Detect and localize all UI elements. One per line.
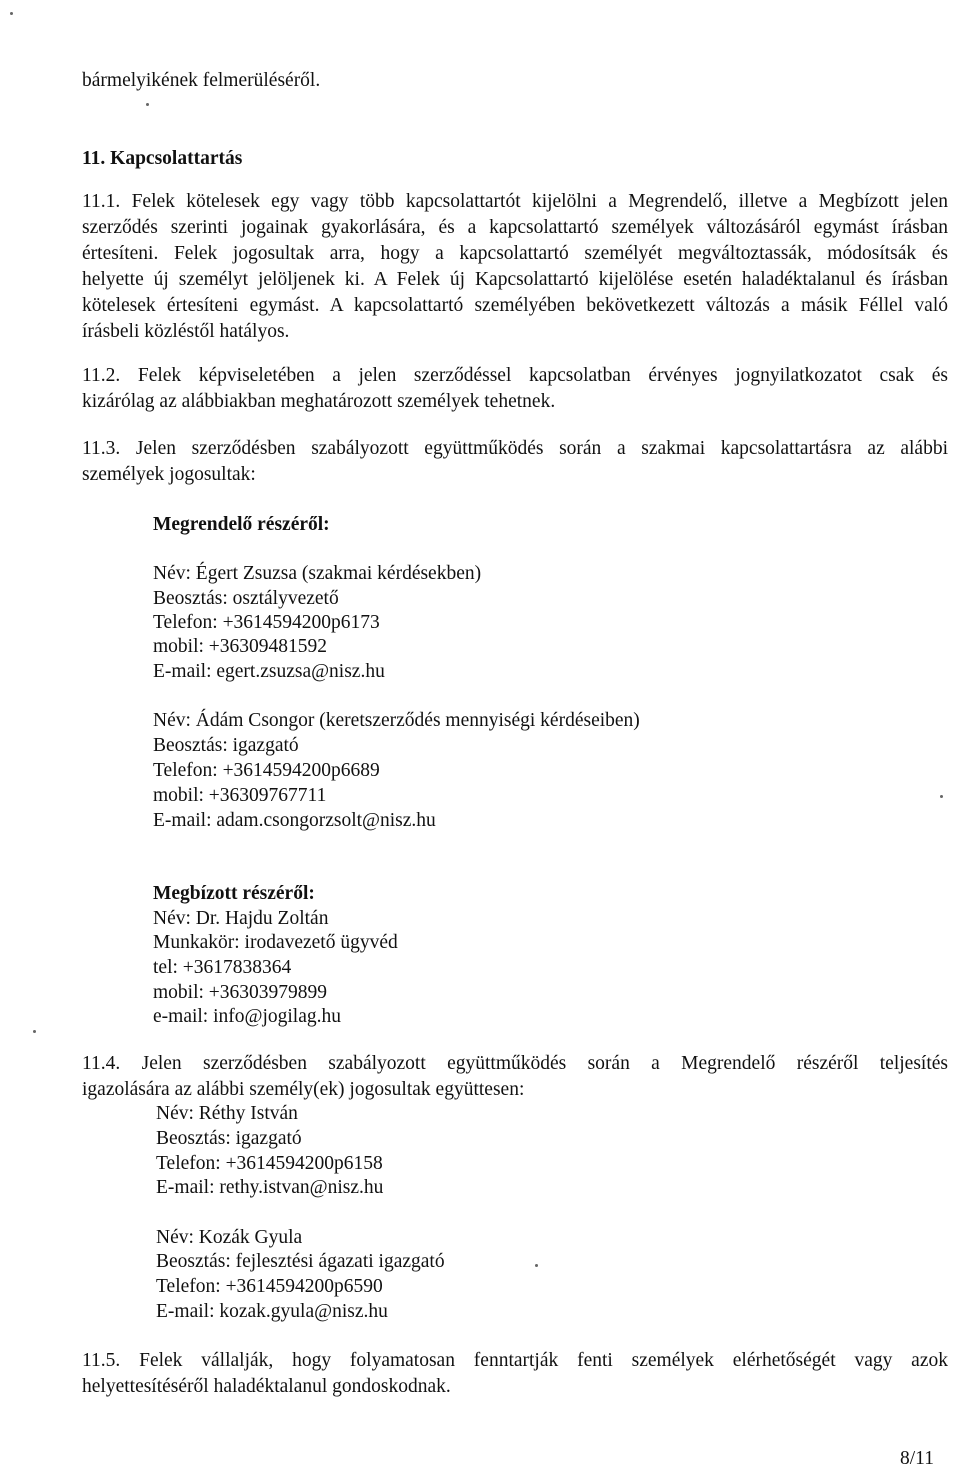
page-number: 8/11	[900, 1448, 934, 1469]
contact-position: Beosztás: igazgató	[153, 735, 299, 756]
scan-speck	[146, 103, 149, 106]
paragraph-line: szerződés szerinti jogainak gyakorlására, és a kapcsolattartó személyek változásáról egymást írásban	[82, 217, 948, 238]
contact-name: Név: Réthy István	[156, 1103, 298, 1124]
paragraph-line: helyettesítéséről haladéktalanul gondoskodnak.	[82, 1376, 451, 1397]
contact-mobile: mobil: +36303979899	[153, 982, 328, 1003]
paragraph-line: 11.4. Jelen szerződésben szabályozott együttműködés során a Megrendelő részéről teljesítés	[82, 1053, 948, 1074]
contact-phone: Telefon: +3614594200p6689	[153, 760, 380, 781]
paragraph-11-3	[82, 436, 948, 488]
paragraph-line: személyek jogosultak:	[82, 464, 256, 485]
top-line: bármelyikének felmerüléséről.	[82, 70, 321, 91]
contact-name: Név: Dr. Hajdu Zoltán	[153, 908, 329, 929]
paragraph-line: 11.5. Felek vállalják, hogy folyamatosan fenntartják fenti személyek elérhetőségét vagy azok	[82, 1350, 948, 1371]
contact-name: Név: Ádám Csongor (keretszerződés mennyiségi kérdéseiben)	[153, 710, 640, 731]
scan-speck	[940, 795, 943, 798]
paragraph-line: igazolására az alábbi személy(ek) jogosultak együttesen:	[82, 1079, 525, 1100]
paragraph-line: írásbeli közléstől hatályos.	[82, 321, 290, 342]
scan-speck	[535, 1264, 538, 1267]
contact-email: E-mail: rethy.istvan@nisz.hu	[156, 1177, 384, 1198]
paragraph-line: kötelesek értesíteni egymást. A kapcsolattartó személyében bekövetkezett változás a másik Féllel való	[82, 295, 948, 316]
contact-phone: Telefon: +3614594200p6590	[156, 1276, 383, 1297]
paragraph-line: 11.1. Felek kötelesek egy vagy több kapcsolattartót kijelölni a Megrendelő, illetve a Megbízott jelen	[82, 191, 948, 212]
contact-mobile: mobil: +36309767711	[153, 785, 327, 806]
paragraph-11-2	[82, 363, 948, 415]
contact-position: Beosztás: fejlesztési ágazati igazgató	[156, 1251, 445, 1272]
paragraph-line: 11.2. Felek képviseletében a jelen szerződéssel kapcsolatban érvényes jognyilatkozatot csak és	[82, 365, 948, 386]
contact-email: e-mail: info@jogilag.hu	[153, 1006, 342, 1027]
megbizott-heading: Megbízott részéről:	[153, 883, 315, 904]
paragraph-11-5	[82, 1348, 948, 1400]
megrendelo-heading: Megrendelő részéről:	[153, 514, 330, 535]
scan-speck	[33, 1030, 36, 1033]
paragraph-line: helyette új személyt jelöljenek ki. A Felek új Kapcsolattartó kijelölése esetén haladéktalanul és írásban	[82, 269, 948, 290]
contact-phone: Telefon: +3614594200p6173	[153, 612, 380, 633]
paragraph-11-4	[82, 1051, 948, 1103]
paragraph-line: kizárólag az alábbiakban meghatározott személyek tehetnek.	[82, 391, 556, 412]
paragraph-line: értesíteni. Felek jogosultak arra, hogy a kapcsolattartó személyét megváltoztassák, módosítsák és	[82, 243, 948, 264]
contact-email: E-mail: adam.csongorzsolt@nisz.hu	[153, 810, 436, 831]
contact-position: Beosztás: igazgató	[156, 1128, 302, 1149]
contact-position: Munkakör: irodavezető ügyvéd	[153, 932, 398, 953]
contact-mobile: mobil: +36309481592	[153, 636, 328, 657]
contact-name: Név: Kozák Gyula	[156, 1227, 303, 1248]
section-heading: 11. Kapcsolattartás	[82, 148, 243, 169]
contact-position: Beosztás: osztályvezető	[153, 588, 339, 609]
scan-speck	[10, 12, 13, 15]
contact-name: Név: Égert Zsuzsa (szakmai kérdésekben)	[153, 563, 482, 584]
paragraph-11-1	[82, 189, 948, 345]
contact-phone: Telefon: +3614594200p6158	[156, 1153, 383, 1174]
contact-email: E-mail: egert.zsuzsa@nisz.hu	[153, 661, 385, 682]
contact-phone: tel: +3617838364	[153, 957, 292, 978]
paragraph-line: 11.3. Jelen szerződésben szabályozott együttműködés során a szakmai kapcsolattartásra az alábbi	[82, 438, 948, 459]
contact-email: E-mail: kozak.gyula@nisz.hu	[156, 1301, 388, 1322]
